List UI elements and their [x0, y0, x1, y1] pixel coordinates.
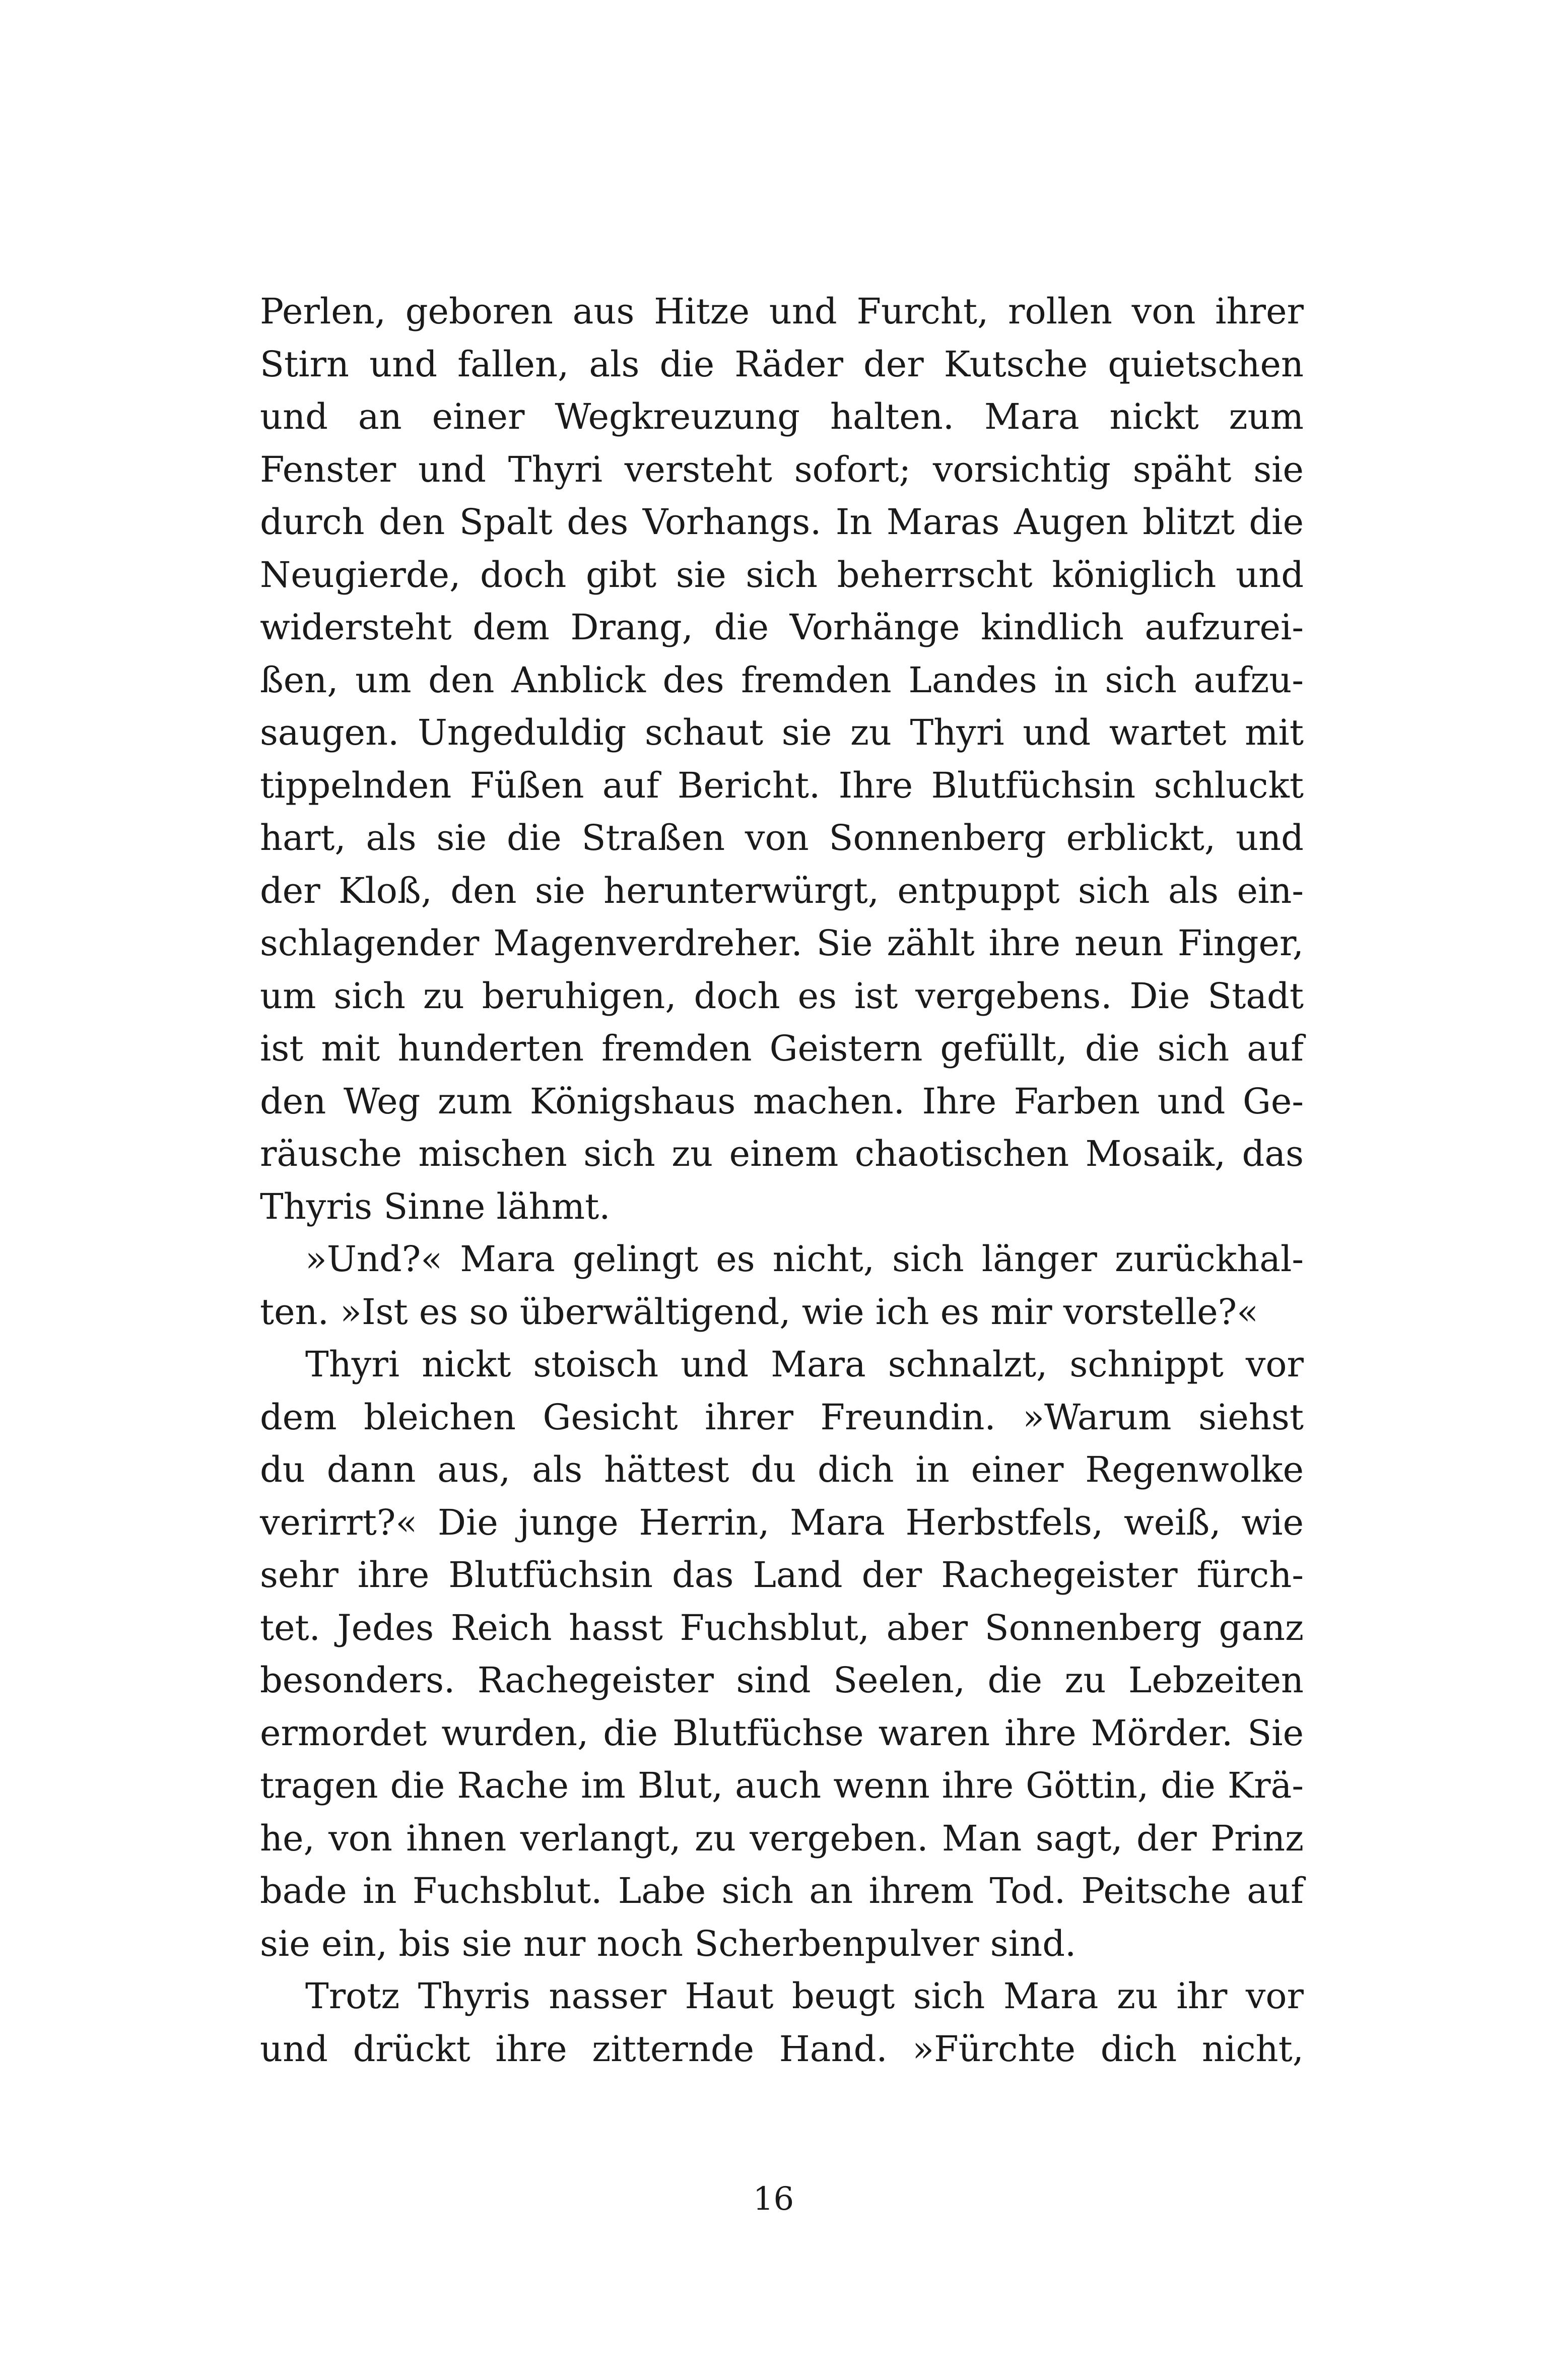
text-line: verirrt?« Die junge Herrin, Mara Herbstfels, weiß, wie	[260, 1501, 1304, 1543]
text-line: Stirn und fallen, als die Räder der Kutsche quietschen	[260, 343, 1304, 385]
text-line: Fenster und Thyri versteht sofort; vorsichtig späht sie	[260, 448, 1304, 490]
text-line: räusche mischen sich zu einem chaotischen Mosaik, das	[260, 1133, 1304, 1174]
text-line: dem bleichen Gesicht ihrer Freundin. »Warum siehst	[260, 1396, 1304, 1438]
text-line: sie ein, bis sie nur noch Scherbenpulver sind.	[260, 1923, 1077, 1964]
text-line: ist mit hunderten fremden Geistern gefüllt, die sich auf	[260, 1028, 1304, 1069]
text-line: ermordet wurden, die Blutfüchse waren ihre Mörder. Sie	[260, 1712, 1304, 1754]
text-line: Thyris Sinne lähmt.	[260, 1185, 611, 1227]
body-text	[260, 285, 1304, 2075]
text-line: besonders. Rachegeister sind Seelen, die zu Lebzeiten	[260, 1660, 1304, 1701]
text-line: tragen die Rache im Blut, auch wenn ihre Göttin, die Krä-	[260, 1765, 1304, 1806]
text-line: saugen. Ungeduldig schaut sie zu Thyri und wartet mit	[260, 712, 1304, 753]
text-line: Neugierde, doch gibt sie sich beherrscht königlich und	[260, 554, 1304, 596]
text-line: um sich zu beruhigen, doch es ist vergebens. Die Stadt	[260, 975, 1304, 1017]
page-number: 16	[753, 2180, 794, 2218]
text-line: he, von ihnen verlangt, zu vergeben. Man sagt, der Prinz	[260, 1817, 1304, 1859]
text-line: ßen, um den Anblick des fremden Landes in sich aufzu-	[260, 659, 1304, 701]
text-line: tet. Jedes Reich hasst Fuchsblut, aber Sonnenberg ganz	[260, 1607, 1304, 1648]
text-line: tippelnden Füßen auf Bericht. Ihre Blutfüchsin schluckt	[260, 764, 1304, 806]
text-line: du dann aus, als hättest du dich in einer Regenwolke	[260, 1449, 1304, 1490]
text-line: und drückt ihre zitternde Hand. »Fürchte dich nicht,	[260, 2028, 1304, 2070]
text-line: und an einer Wegkreuzung halten. Mara nickt zum	[260, 396, 1304, 437]
text-line: den Weg zum Königshaus machen. Ihre Farben und Ge-	[260, 1080, 1304, 1122]
text-line: hart, als sie die Straßen von Sonnenberg erblickt, und	[260, 817, 1304, 858]
text-line: »Und?« Mara gelingt es nicht, sich länger zurückhal-	[305, 1238, 1304, 1280]
text-line: ten. »Ist es so überwältigend, wie ich es mir vorstelle?«	[260, 1291, 1258, 1333]
text-line: der Kloß, den sie herunterwürgt, entpuppt sich als ein-	[260, 870, 1304, 911]
text-line: Perlen, geboren aus Hitze und Furcht, rollen von ihrer	[260, 291, 1304, 332]
text-line: widersteht dem Drang, die Vorhänge kindlich aufzurei-	[260, 607, 1304, 648]
text-line: durch den Spalt des Vorhangs. In Maras Augen blitzt die	[260, 501, 1304, 543]
text-line: Thyri nickt stoisch und Mara schnalzt, schnippt vor	[305, 1344, 1304, 1385]
text-line: schlagender Magenverdreher. Sie zählt ihre neun Finger,	[260, 922, 1304, 964]
text-line: sehr ihre Blutfüchsin das Land der Rachegeister fürch-	[260, 1554, 1304, 1596]
text-line: bade in Fuchsblut. Labe sich an ihrem Tod. Peitsche auf	[260, 1870, 1304, 1911]
text-line: Trotz Thyris nasser Haut beugt sich Mara zu ihr vor	[305, 1975, 1304, 2017]
